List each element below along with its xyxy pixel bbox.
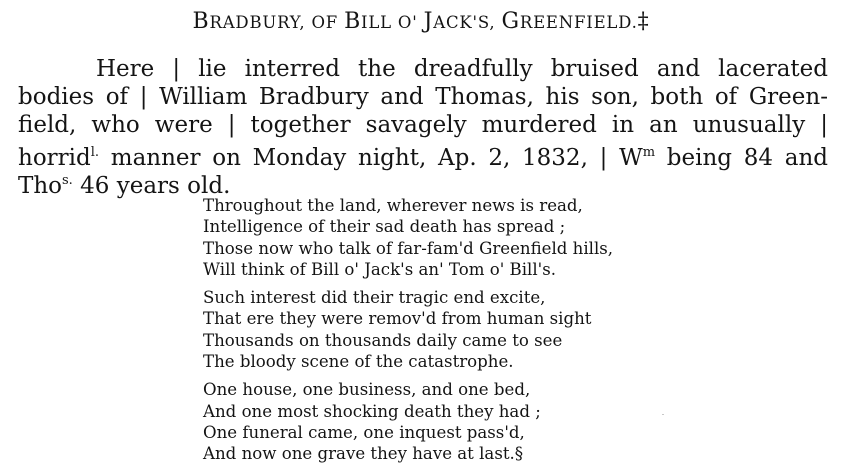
verse-line: And one most shocking death they had ; [203,401,541,421]
paragraph-line: field, who were | together savagely murdered in an unusually | [18,112,828,138]
footnote-mark: ‡ [637,9,650,34]
verse-line: And now one grave they have at last.§ [203,444,524,464]
verse-line: That ere they were remov'd from human sight [203,309,592,329]
heading-text: REENFIELD. [519,13,638,32]
verse-line: The bloody scene of the catastrophe. [203,352,514,372]
verse-line: Intelligence of their sad death has spread ; [203,217,566,237]
verse-line: Such interest did their tragic end excite, [203,288,546,308]
verse-line: Those now who talk of far-fam'd Greenfield hills, [203,238,614,258]
paragraph-text: horrid [18,145,91,171]
verse-line: Throughout the land, wherever news is read, [203,196,583,215]
verse-line: One house, one business, and one bed, [203,380,531,400]
scan-speck [662,414,664,415]
stanza [203,287,613,372]
paragraph-line: bodies of | William Bradbury and Thomas, his son, both of Green- [18,84,828,110]
paragraph-line [18,139,828,171]
verse-line: One funeral came, one inquest pass'd, [203,422,525,442]
superscript-abbreviation: s. [62,173,73,188]
paragraph-text: Tho [18,173,63,199]
superscript-abbreviation: m [642,145,656,160]
heading-initial: B [192,9,210,34]
paragraph-line [18,167,828,199]
heading-text: RADBURY, OF [209,13,345,32]
stanza [203,195,613,280]
verse-line: Will think of Bill o' Jack's an' Tom o' Bill's. [203,259,556,279]
epitaph-heading [0,9,842,34]
heading-text: ACK'S, [433,13,502,32]
verse-line: Thousands on thousands daily came to see [203,330,563,350]
stanza [203,379,613,464]
heading-text: ILL O' [361,13,424,32]
heading-initial: B [344,9,362,34]
paragraph-text: being 84 and [655,145,828,171]
paragraph-text: manner on Monday night, Ap. 2, 1832, | W [99,145,643,171]
heading-initial: G [501,9,520,34]
paragraph-text: 46 years old. [72,173,231,199]
heading-initial: J [423,9,434,34]
superscript-abbreviation: l. [90,145,100,160]
verse-block [203,195,613,465]
epitaph-paragraph [18,55,828,199]
paragraph-line: Here | lie interred the dreadfully bruised and lacerated [96,56,828,82]
